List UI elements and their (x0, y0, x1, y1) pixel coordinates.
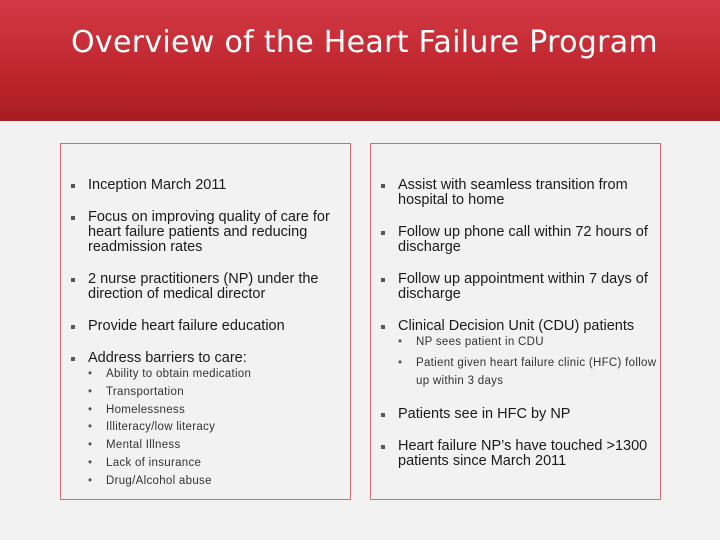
bullet-hfc: Patients see in HFC by NP (378, 407, 660, 422)
barriers-sublist (88, 366, 348, 491)
bullet-patients-touched: Heart failure NP’s have touched >1300 patients since March 2011 (378, 439, 660, 469)
bullet-nurse-practitioners: 2 nurse practitioners (NP) under the direction of medical director (68, 272, 348, 302)
bullet-education: Provide heart failure education (68, 319, 348, 334)
barrier-item: • Illiteracy/low literacy (88, 419, 348, 437)
cdu-sub-item: • Patient given heart failure clinic (HFC) follow up within 3 days (398, 355, 660, 391)
barrier-item: • Lack of insurance (88, 455, 348, 473)
right-bullet-list (378, 178, 660, 469)
bullet-appointment: Follow up appointment within 7 days of discharge (378, 272, 660, 302)
bullet-barriers (68, 351, 348, 491)
barrier-item: • Mental Illness (88, 437, 348, 455)
bullet-focus: Focus on improving quality of care for heart failure patients and reducing readmission rates (68, 210, 348, 255)
bullet-cdu (378, 319, 660, 390)
slide-title: Overview of the Heart Failure Program (71, 25, 658, 60)
bullet-phone-call: Follow up phone call within 72 hours of discharge (378, 225, 660, 255)
bullet-cdu-label: Clinical Decision Unit (CDU) patients (398, 318, 635, 334)
barrier-item: • Homelessness (88, 402, 348, 420)
barrier-item: • Drug/Alcohol abuse (88, 473, 348, 491)
barrier-item: • Transportation (88, 384, 348, 402)
barrier-item: • Ability to obtain medication (88, 366, 348, 384)
bullet-inception: Inception March 2011 (68, 178, 348, 193)
bullet-barriers-label: Address barriers to care: (88, 350, 247, 366)
bullet-transition: Assist with seamless transition from hospital to home (378, 178, 660, 208)
cdu-sublist (398, 334, 660, 390)
left-bullet-list (68, 178, 348, 491)
cdu-sub-item: • NP sees patient in CDU (398, 334, 660, 352)
